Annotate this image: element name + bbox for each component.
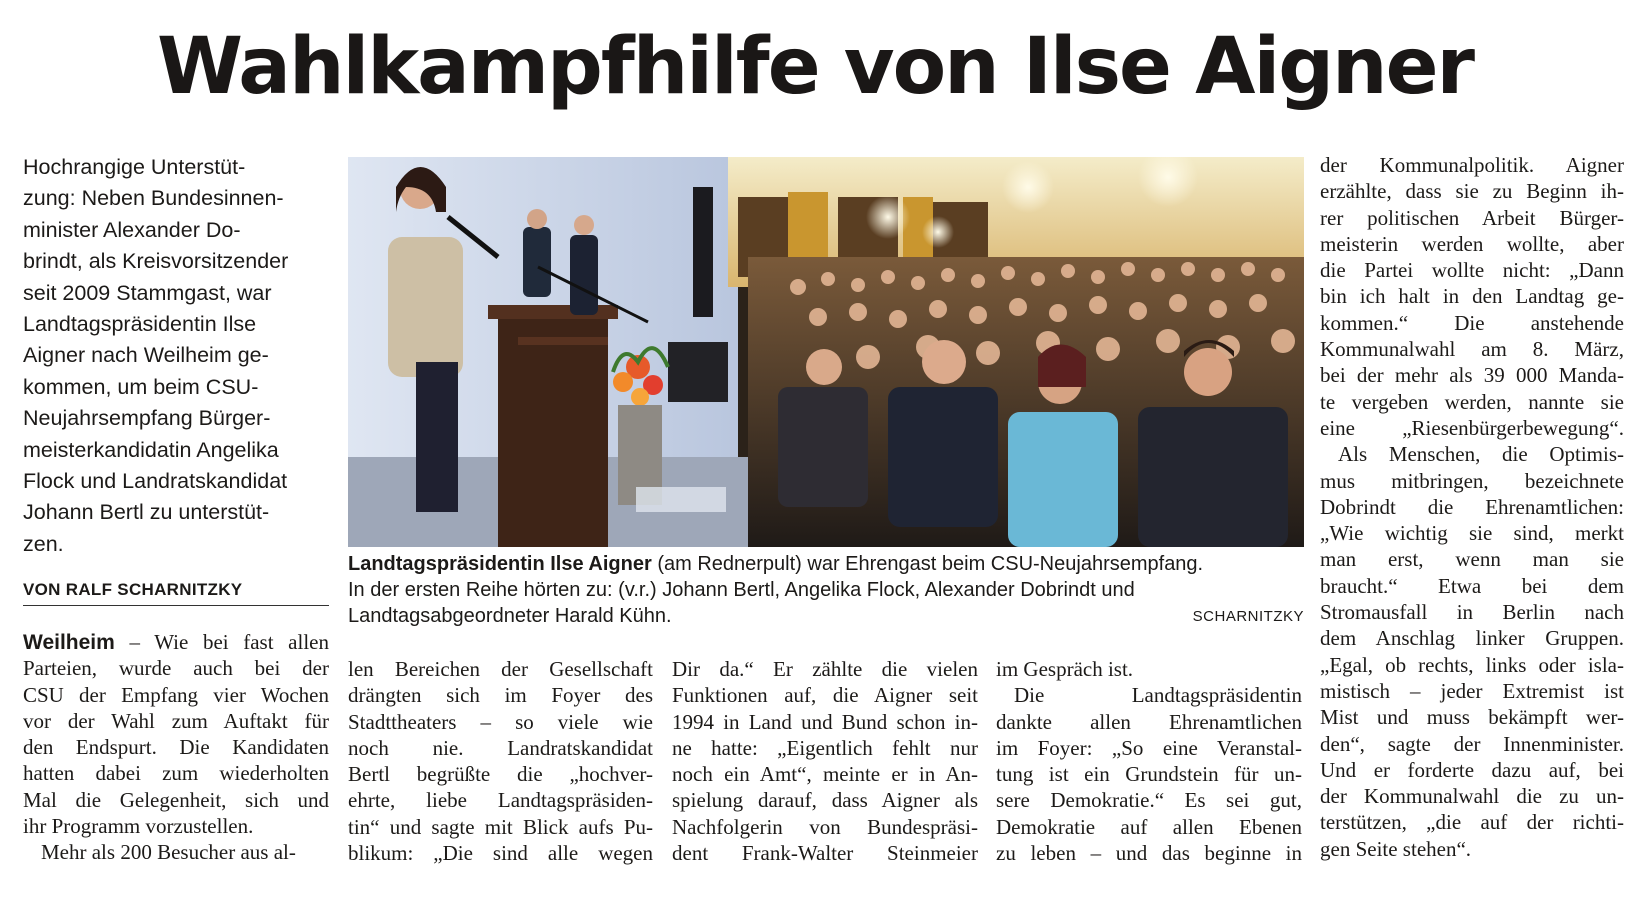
body-line: Parteien, wurde auch bei der xyxy=(23,656,329,681)
body-column-2 xyxy=(348,656,653,866)
body-line: spielung darauf, dass Aigner als xyxy=(672,788,978,813)
lead-line: zen. xyxy=(23,531,64,556)
body-line: meisterin werden wollte, aber xyxy=(1320,231,1624,256)
body-line: bin ich halt in den Landtag ge- xyxy=(1320,284,1624,309)
lead-line: zung: Neben Bundesinnen- xyxy=(23,186,284,211)
body-line: den“, sagte der Innenminister. xyxy=(1320,731,1624,756)
body-line: die Partei wollte nicht: „Dann xyxy=(1320,258,1624,283)
body-line: noch ein Amt“, meinte er in An- xyxy=(672,762,978,787)
dateline-rest: – Wie bei fast allen xyxy=(114,630,329,654)
body-line: Funktionen auf, die Aigner seit xyxy=(672,683,978,708)
body-line: „Egal, ob rechts, links oder isla- xyxy=(1320,652,1624,677)
body-line: mistisch – jeder Extremist ist xyxy=(1320,678,1624,703)
lead-line: Aigner nach Weilheim ge- xyxy=(23,343,269,368)
body-line: vor der Wahl zum Auftakt für xyxy=(23,708,329,733)
body-line: CSU der Empfang vier Wochen xyxy=(23,682,329,707)
body-line: „Wie wichtig sie sind, merkt xyxy=(1320,521,1624,546)
lead-line: Flock und Landratskandidat xyxy=(23,469,288,494)
event-photo-illustration xyxy=(348,157,1304,547)
body-line: ihr Programm vorzustellen. xyxy=(23,814,254,839)
lead-line: minister Alexander Do- xyxy=(23,217,241,242)
lead-paragraph xyxy=(23,152,329,560)
dateline-place: Weilheim xyxy=(23,631,115,654)
body-line: Kommunalwahl am 8. März, xyxy=(1320,337,1624,362)
lead-line: seit 2009 Stammgast, war xyxy=(23,280,272,305)
body-line: eine „Riesenbürgerbewegung“. xyxy=(1320,415,1624,440)
body-line: tin“ und sagte mit Blick aufs Pu- xyxy=(348,814,653,839)
body-line: noch nie. Landratskandidat xyxy=(348,735,653,760)
body-line: ehrte, liebe Landtagspräsiden- xyxy=(348,788,653,813)
body-line: mus mitbringen, bezeichnete xyxy=(1320,468,1624,493)
lead-line: Johann Bertl zu unterstüt- xyxy=(23,500,270,525)
body-line: erzählte, dass sie zu Beginn ih- xyxy=(1320,179,1624,204)
body-line: tung ist ein Grundstein für un- xyxy=(996,762,1302,787)
lead-line: meisterkandidatin Angelika xyxy=(23,437,279,462)
body-line: Stadttheaters – so viele wie xyxy=(348,709,653,734)
body-line: der Kommunalpolitik. Aigner xyxy=(1320,153,1624,177)
body-line: dem Anschlag linker Gruppen. xyxy=(1320,626,1624,651)
lead-line: Neujahrsempfang Bürger- xyxy=(23,406,271,431)
body-line: gen Seite stehen“. xyxy=(1320,836,1472,861)
body-line: drängten sich im Foyer des xyxy=(348,683,653,708)
body-line: Mehr als 200 Besucher aus al- xyxy=(41,840,296,865)
caption-bold-name: Landtagspräsidentin Ilse Aigner xyxy=(348,553,652,575)
caption-line-1-rest: (am Rednerpult) war Ehrengast beim CSU-Neujahrsempfang. xyxy=(651,553,1204,575)
body-line: Die Landtagspräsidentin xyxy=(1014,683,1302,708)
body-line: Stromausfall in Berlin nach xyxy=(1320,600,1624,625)
lead-line: Landtagspräsidentin Ilse xyxy=(23,312,257,337)
body-line: ne hatte: „Eigentlich fehlt nur xyxy=(672,735,978,760)
lead-line: brindt, als Kreisvorsitzender xyxy=(23,249,289,274)
photo-credit: SCHARNITZKY xyxy=(1192,608,1304,625)
body-line: Mist und muss bekämpft wer- xyxy=(1320,705,1624,730)
body-line: dankte allen Ehrenamtlichen xyxy=(996,709,1302,734)
body-line: sere Demokratie.“ Es sei gut, xyxy=(996,788,1302,813)
body-line: man erst, wenn man sie xyxy=(1320,547,1624,572)
caption-line-1 xyxy=(348,551,1304,577)
caption-line-3: Landtagsabgeordneter Harald Kühn. xyxy=(348,605,672,627)
body-line: Dir da.“ Er zählte die vielen xyxy=(672,657,978,681)
body-line: bei der mehr als 39 000 Manda- xyxy=(1320,363,1624,388)
body-line: Nachfolgerin von Bundespräsi- xyxy=(672,814,978,839)
body-line: terstützen, „die auf der richti- xyxy=(1320,810,1624,835)
body-line: Bertl begrüßte die „hochver- xyxy=(348,762,653,787)
body-line: kommen.“ Die anstehende xyxy=(1320,310,1624,335)
body-line: der Kommunalwahl die zu un- xyxy=(1320,784,1624,809)
body-line: Und er forderte dazu auf, bei xyxy=(1320,757,1624,782)
body-line: braucht.“ Etwa bei dem xyxy=(1320,573,1624,598)
body-line: Dobrindt die Ehrenamtlichen: xyxy=(1320,494,1624,519)
body-line xyxy=(23,629,329,655)
body-column-1 xyxy=(23,629,329,866)
body-line: im Foyer: „So eine Veranstal- xyxy=(996,735,1302,760)
body-line: Als Menschen, die Optimis- xyxy=(1338,442,1624,467)
body-column-3 xyxy=(672,656,978,866)
lead-line: Hochrangige Unterstüt- xyxy=(23,155,246,179)
body-column-5 xyxy=(1320,152,1624,862)
body-line: dent Frank-Walter Steinmeier xyxy=(672,841,978,866)
byline-divider xyxy=(23,605,329,606)
event-photo xyxy=(348,157,1304,547)
headline: Wahlkampfhilfe von Ilse Aigner xyxy=(157,22,1473,112)
body-line: Demokratie auf allen Ebenen xyxy=(996,814,1302,839)
body-line: len Bereichen der Gesellschaft xyxy=(348,657,653,681)
body-line: im Gespräch ist. xyxy=(996,657,1134,681)
photo-caption xyxy=(348,551,1304,629)
body-line: rer politischen Arbeit Bürger- xyxy=(1320,205,1624,230)
body-line: hatten dabei zum wiederholten xyxy=(23,761,329,786)
body-line: den Endspurt. Die Kandidaten xyxy=(23,735,329,760)
body-line: zu leben – und das beginne in xyxy=(996,841,1302,866)
body-line: blikum: „Die sind alle wegen xyxy=(348,841,653,866)
body-line: 1994 in Land und Bund schon in- xyxy=(672,709,978,734)
byline: VON RALF SCHARNITZKY xyxy=(23,580,243,599)
body-line: Mal die Gelegenheit, sich und xyxy=(23,787,329,812)
body-column-4 xyxy=(996,656,1302,866)
body-line: te vergeben werden, nannte sie xyxy=(1320,389,1624,414)
lead-line: kommen, um beim CSU- xyxy=(23,374,259,399)
caption-line-2: In der ersten Reihe hörten zu: (v.r.) Johann Bertl, Angelika Flock, Alexander Dobrindt und xyxy=(348,579,1135,601)
